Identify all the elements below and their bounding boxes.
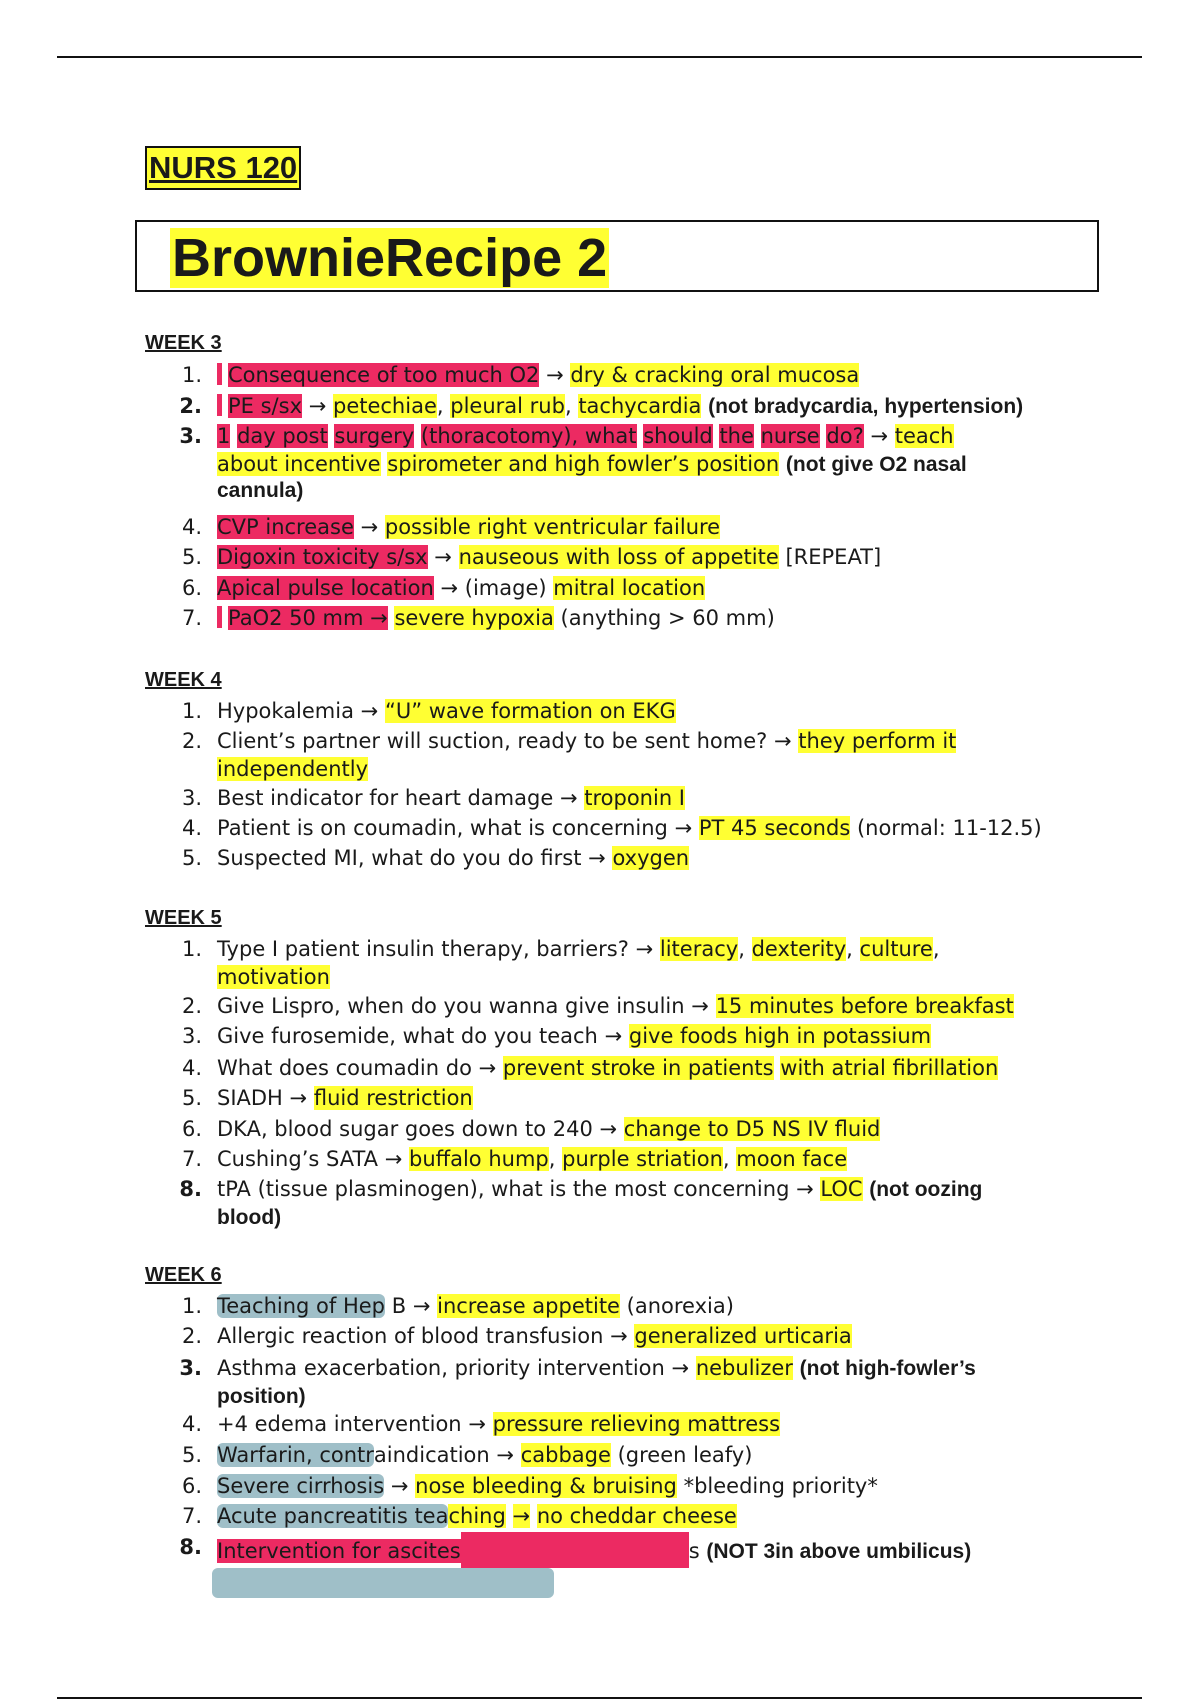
title-box — [135, 220, 1099, 292]
highlight-marker — [217, 363, 222, 385]
week-4-heading: WEEK 4 — [145, 669, 222, 691]
course-code: NURS 120 — [145, 146, 301, 190]
redaction-block — [461, 1532, 689, 1568]
week-5-heading: WEEK 5 — [145, 907, 222, 929]
highlight-marker — [217, 606, 222, 628]
week-3-heading: WEEK 3 — [145, 332, 222, 354]
bottom-rule — [57, 1697, 1142, 1699]
week-6-heading: WEEK 6 — [145, 1264, 222, 1286]
highlight-marker — [217, 394, 222, 416]
top-rule — [57, 56, 1142, 58]
redaction-block — [212, 1568, 554, 1598]
document-title: BrownieRecipe 2 — [172, 228, 608, 288]
